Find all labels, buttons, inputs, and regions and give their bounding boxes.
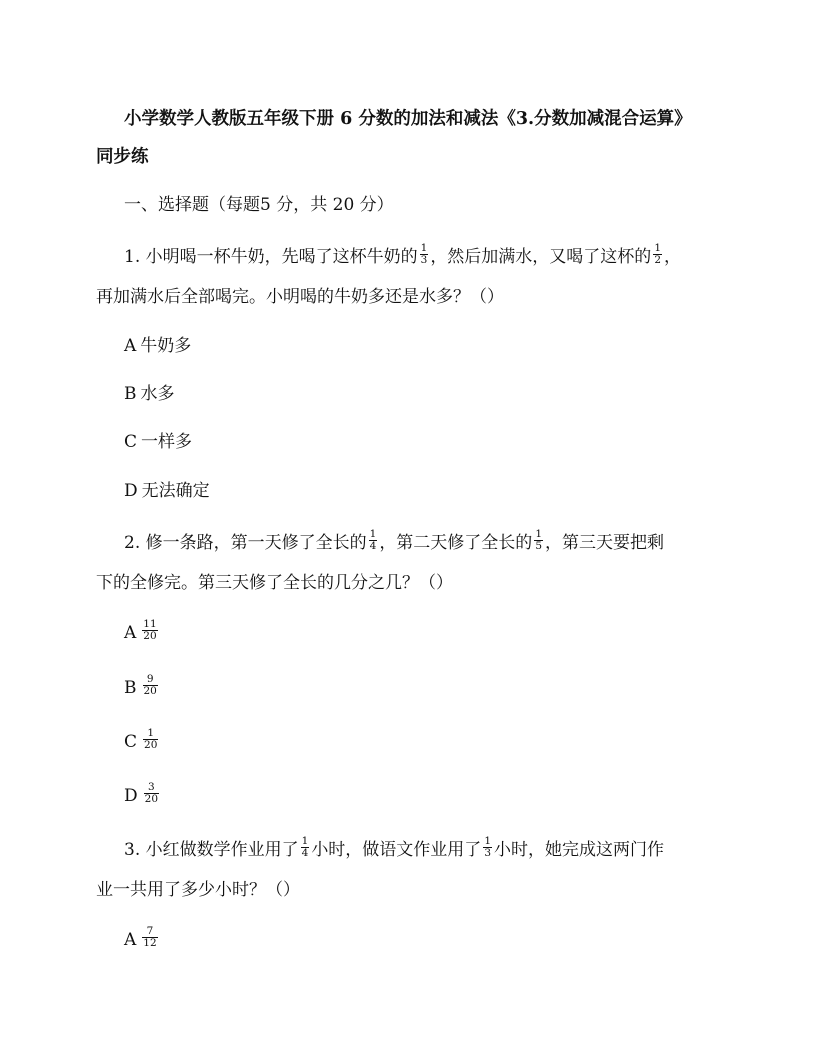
q2-option-a bbox=[124, 618, 160, 645]
q2-option-c-num: 1 bbox=[143, 728, 158, 740]
q1-fraction-2-num: 1 bbox=[654, 242, 661, 254]
q1-option-a bbox=[124, 334, 191, 358]
q1-option-d bbox=[124, 479, 210, 503]
q3-option-a-den: 12 bbox=[143, 937, 157, 949]
q1-fraction-2 bbox=[653, 243, 662, 266]
q1-option-d-letter: D bbox=[124, 481, 138, 501]
q2-option-a-num: 11 bbox=[143, 618, 157, 630]
q2-option-d-fraction bbox=[144, 782, 159, 805]
q3-option-a-letter: A bbox=[124, 930, 137, 950]
q2-option-c-letter: C bbox=[124, 732, 138, 752]
q2-fraction-2-den: 5 bbox=[535, 540, 542, 552]
q3-fraction-1-den: 4 bbox=[301, 847, 309, 859]
q1-text-a: 1. 小明喝一杯牛奶，先喝了这杯牛奶的 bbox=[124, 247, 418, 267]
q3-fraction-1-num: 1 bbox=[301, 835, 309, 847]
q2-option-b-fraction bbox=[143, 674, 158, 697]
q3-fraction-2 bbox=[483, 836, 492, 859]
q1-fraction-2-den: 2 bbox=[654, 254, 661, 266]
question-3-line1 bbox=[124, 835, 664, 862]
q1-option-a-text: 牛奶多 bbox=[140, 336, 192, 356]
q2-text-c: ，第三天要把剩 bbox=[545, 533, 664, 553]
q2-option-d-den: 20 bbox=[144, 793, 159, 805]
q3-option-a-num: 7 bbox=[142, 926, 157, 938]
q3-text-c: 小时，她完成这两门作 bbox=[494, 840, 664, 860]
question-1-line1 bbox=[124, 242, 681, 269]
doc-title-line2: 同步练 bbox=[96, 147, 149, 167]
q1-option-c-letter: C bbox=[124, 432, 138, 452]
q2-option-b bbox=[124, 673, 160, 700]
doc-title-line1: 小学数学人教版五年级下册 6 分数的加法和减法《3.分数加减混合运算》 bbox=[124, 109, 692, 129]
q2-option-d-letter: D bbox=[124, 786, 138, 806]
q1-text-b: ，然后加满水，又喝了这杯的 bbox=[430, 247, 652, 267]
section-heading: 一、选择题（每题5 分，共 20 分） bbox=[124, 195, 394, 215]
q3-fraction-2-num: 1 bbox=[484, 835, 491, 847]
q1-option-c-text: 一样多 bbox=[141, 432, 193, 452]
q1-fraction-1-den: 3 bbox=[420, 254, 428, 266]
q1-option-b-letter: B bbox=[124, 384, 137, 404]
q1-option-b bbox=[124, 382, 175, 406]
q2-option-a-fraction bbox=[142, 619, 157, 642]
q2-option-a-den: 20 bbox=[143, 630, 157, 642]
question-2-line2: 下的全修完。第三天修了全长的几分之几？（） bbox=[96, 573, 453, 593]
q3-text-b: 小时，做语文作业用了 bbox=[311, 840, 482, 860]
q2-option-c bbox=[124, 727, 160, 754]
q2-option-d bbox=[124, 781, 161, 808]
q3-option-a-fraction bbox=[142, 926, 157, 949]
q2-fraction-1 bbox=[369, 529, 378, 552]
q2-option-b-den: 20 bbox=[143, 685, 157, 697]
q1-fraction-1-num: 1 bbox=[420, 242, 428, 254]
q1-fraction-1 bbox=[420, 243, 429, 266]
q1-option-a-letter: A bbox=[124, 336, 137, 356]
q2-fraction-1-den: 4 bbox=[369, 540, 377, 552]
q2-fraction-2-num: 1 bbox=[535, 528, 542, 540]
q2-option-a-letter: A bbox=[124, 623, 137, 643]
q2-option-d-num: 3 bbox=[144, 782, 159, 794]
question-2-line1 bbox=[124, 528, 664, 555]
q1-option-d-text: 无法确定 bbox=[141, 481, 210, 501]
question-1-line2: 再加满水后全部喝完。小明喝的牛奶多还是水多？（） bbox=[96, 287, 504, 307]
q3-fraction-2-den: 3 bbox=[484, 847, 491, 859]
q2-option-b-letter: B bbox=[124, 678, 137, 698]
q1-option-b-text: 水多 bbox=[140, 384, 175, 404]
q2-text-b: ，第二天修了全长的 bbox=[379, 533, 533, 553]
q1-option-c bbox=[124, 430, 192, 454]
q3-fraction-1 bbox=[301, 836, 310, 859]
q2-option-b-num: 9 bbox=[143, 674, 158, 686]
q2-fraction-2 bbox=[534, 529, 543, 552]
question-3-line2: 业一共用了多少小时？（） bbox=[96, 880, 300, 900]
q2-fraction-1-num: 1 bbox=[369, 528, 377, 540]
q2-option-c-fraction bbox=[143, 728, 158, 751]
q2-option-c-den: 20 bbox=[144, 739, 158, 751]
q1-text-c: ， bbox=[664, 247, 681, 267]
q3-text-a: 3. 小红做数学作业用了 bbox=[124, 840, 299, 860]
q2-text-a: 2. 修一条路，第一天修了全长的 bbox=[124, 533, 367, 553]
q3-option-a bbox=[124, 925, 160, 952]
